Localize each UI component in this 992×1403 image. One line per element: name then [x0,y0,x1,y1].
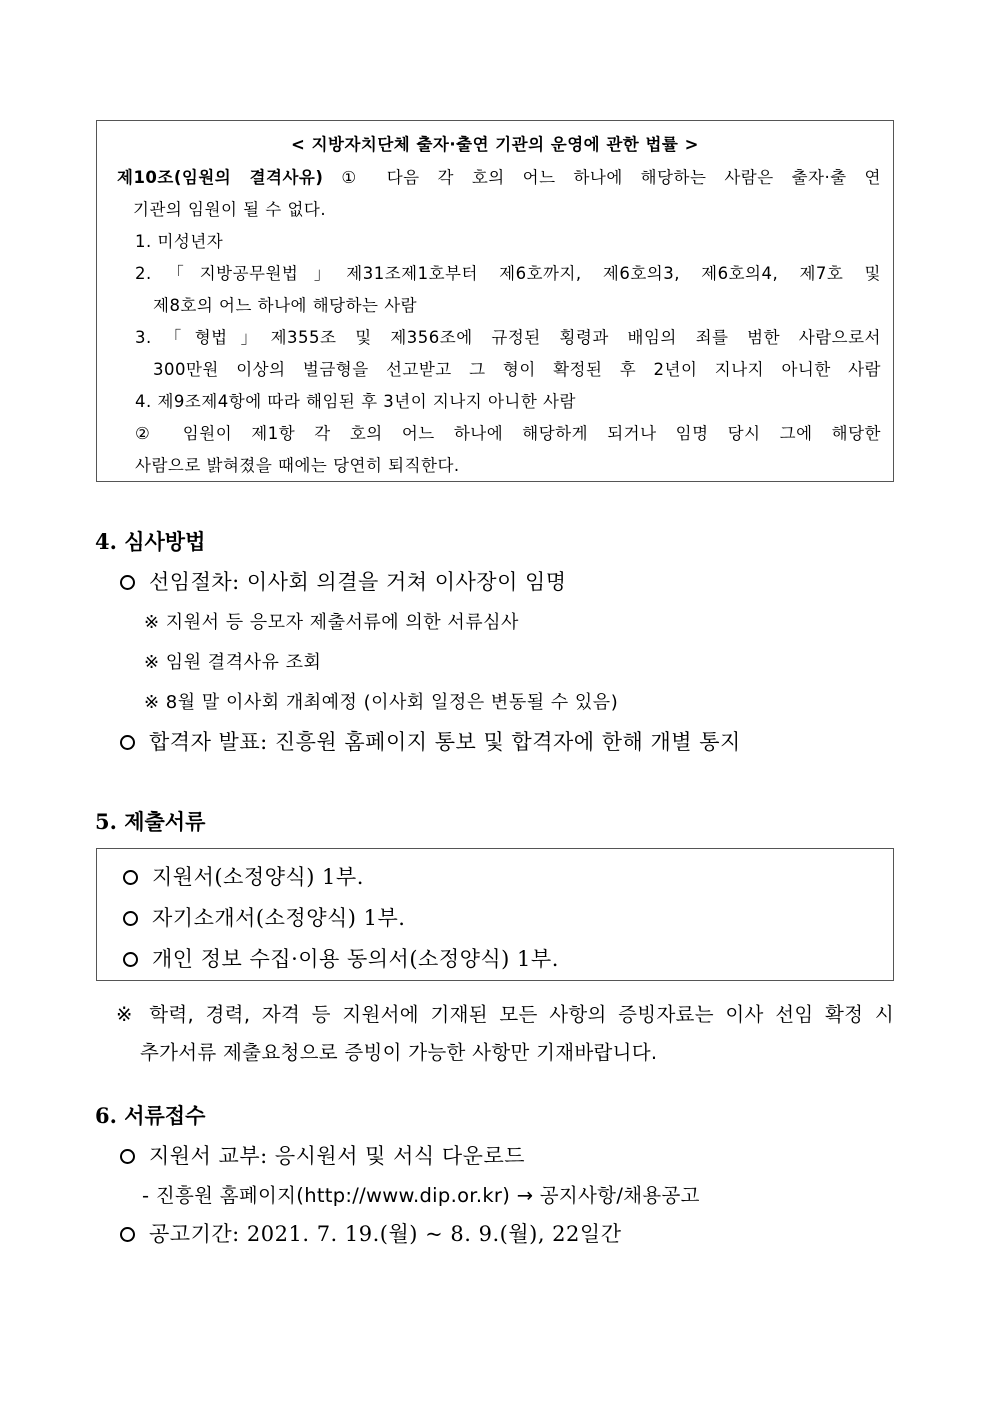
article-heading: 제10조(임원의 결격사유) [117,168,324,187]
article-10-line2: 기관의 임원이 될 수 없다. [133,200,327,219]
item-3-line2: 300만원 이상의 벌금형을 선고받고 그 형이 확정된 후 2년이 지나지 아니한 사람 [153,360,881,379]
item-4: 4. 제9조제4항에 따라 해임된 후 3년이 지나지 아니한 사람 [135,392,576,411]
circle-bullet-icon [123,911,138,926]
section-4-bullet-2 [120,726,741,756]
section-6-bullet-2 [120,1218,621,1248]
section-6-heading: 6. 서류접수 [95,1103,206,1128]
item-2-line1: 2.「지방공무원법」제31조제1호부터 제6호까지, 제6호의3, 제6호의4, 제7호 및 [135,264,881,283]
circle-bullet-icon [123,952,138,967]
item-2-line2: 제8호의 어느 하나에 해당하는 사람 [153,296,418,315]
document-item-text: 개인 정보 수집·이용 동의서(소정양식) 1부. [152,947,559,971]
documents-remark-line1: ※ 학력, 경력, 자격 등 지원서에 기재된 모든 사항의 증빙자료는 이사 선임 확정 시 [116,1003,894,1026]
document-item-2 [123,902,405,932]
section-4-bullet-1 [120,566,567,596]
circle-bullet-icon [120,575,135,590]
bullet-text: 공고기간: 2021. 7. 19.(월) ~ 8. 9.(월), 22일간 [149,1222,622,1246]
document-item-text: 지원서(소정양식) 1부. [152,865,364,889]
circle-bullet-icon [123,870,138,885]
circle-bullet-icon [120,1149,135,1164]
section-5-heading: 5. 제출서류 [95,809,206,834]
bullet-text: 합격자 발표: 진흥원 홈페이지 통보 및 합격자에 한해 개별 통지 [149,730,741,754]
law-title: < 지방자치단체 출자·출연 기관의 운영에 관한 법률 > [291,135,699,154]
article-10-line1 [117,164,881,188]
document-item-1 [123,861,364,891]
circle-bullet-icon [120,735,135,750]
bullet-text: 선임절차: 이사회 의결을 거쳐 이사장이 임명 [149,570,567,594]
law-excerpt-box [96,120,894,482]
section-4-heading: 4. 심사방법 [95,529,206,554]
para-2-line1: ② 임원이 제1항 각 호의 어느 하나에 해당하게 되거나 임명 당시 그에 해당한 [135,424,881,443]
section-4-note-2: ※ 임원 결격사유 조회 [144,652,322,673]
circle-bullet-icon [120,1227,135,1242]
bullet-text: 지원서 교부: 응시원서 및 서식 다운로드 [149,1144,526,1168]
document-item-text: 자기소개서(소정양식) 1부. [152,906,406,930]
item-3-line1: 3.「형법」제355조 및 제356조에 규정된 횡령과 배임의 죄를 범한 사람으로서 [135,328,881,347]
section-6-sub-item: - 진흥원 홈페이지(http://www.dip.or.kr) → 공지사항/채용공고 [142,1184,700,1207]
documents-remark-line2: 추가서류 제출요청으로 증빙이 가능한 사항만 기재바랍니다. [140,1041,658,1064]
section-4-note-1: ※ 지원서 등 응모자 제출서류에 의한 서류심사 [144,612,519,633]
para-2-line2: 사람으로 밝혀졌을 때에는 당연히 퇴직한다. [135,456,460,475]
section-6-bullet-1 [120,1140,525,1170]
document-item-3 [123,943,559,973]
section-4-note-3: ※ 8월 말 이사회 개최예정 (이사회 일정은 변동될 수 있음) [144,692,619,713]
documents-box [96,848,894,981]
article-text: ① 다음 각 호의 어느 하나에 해당하는 사람은 출자·출 연 [341,168,881,187]
item-1: 1. 미성년자 [135,232,224,251]
